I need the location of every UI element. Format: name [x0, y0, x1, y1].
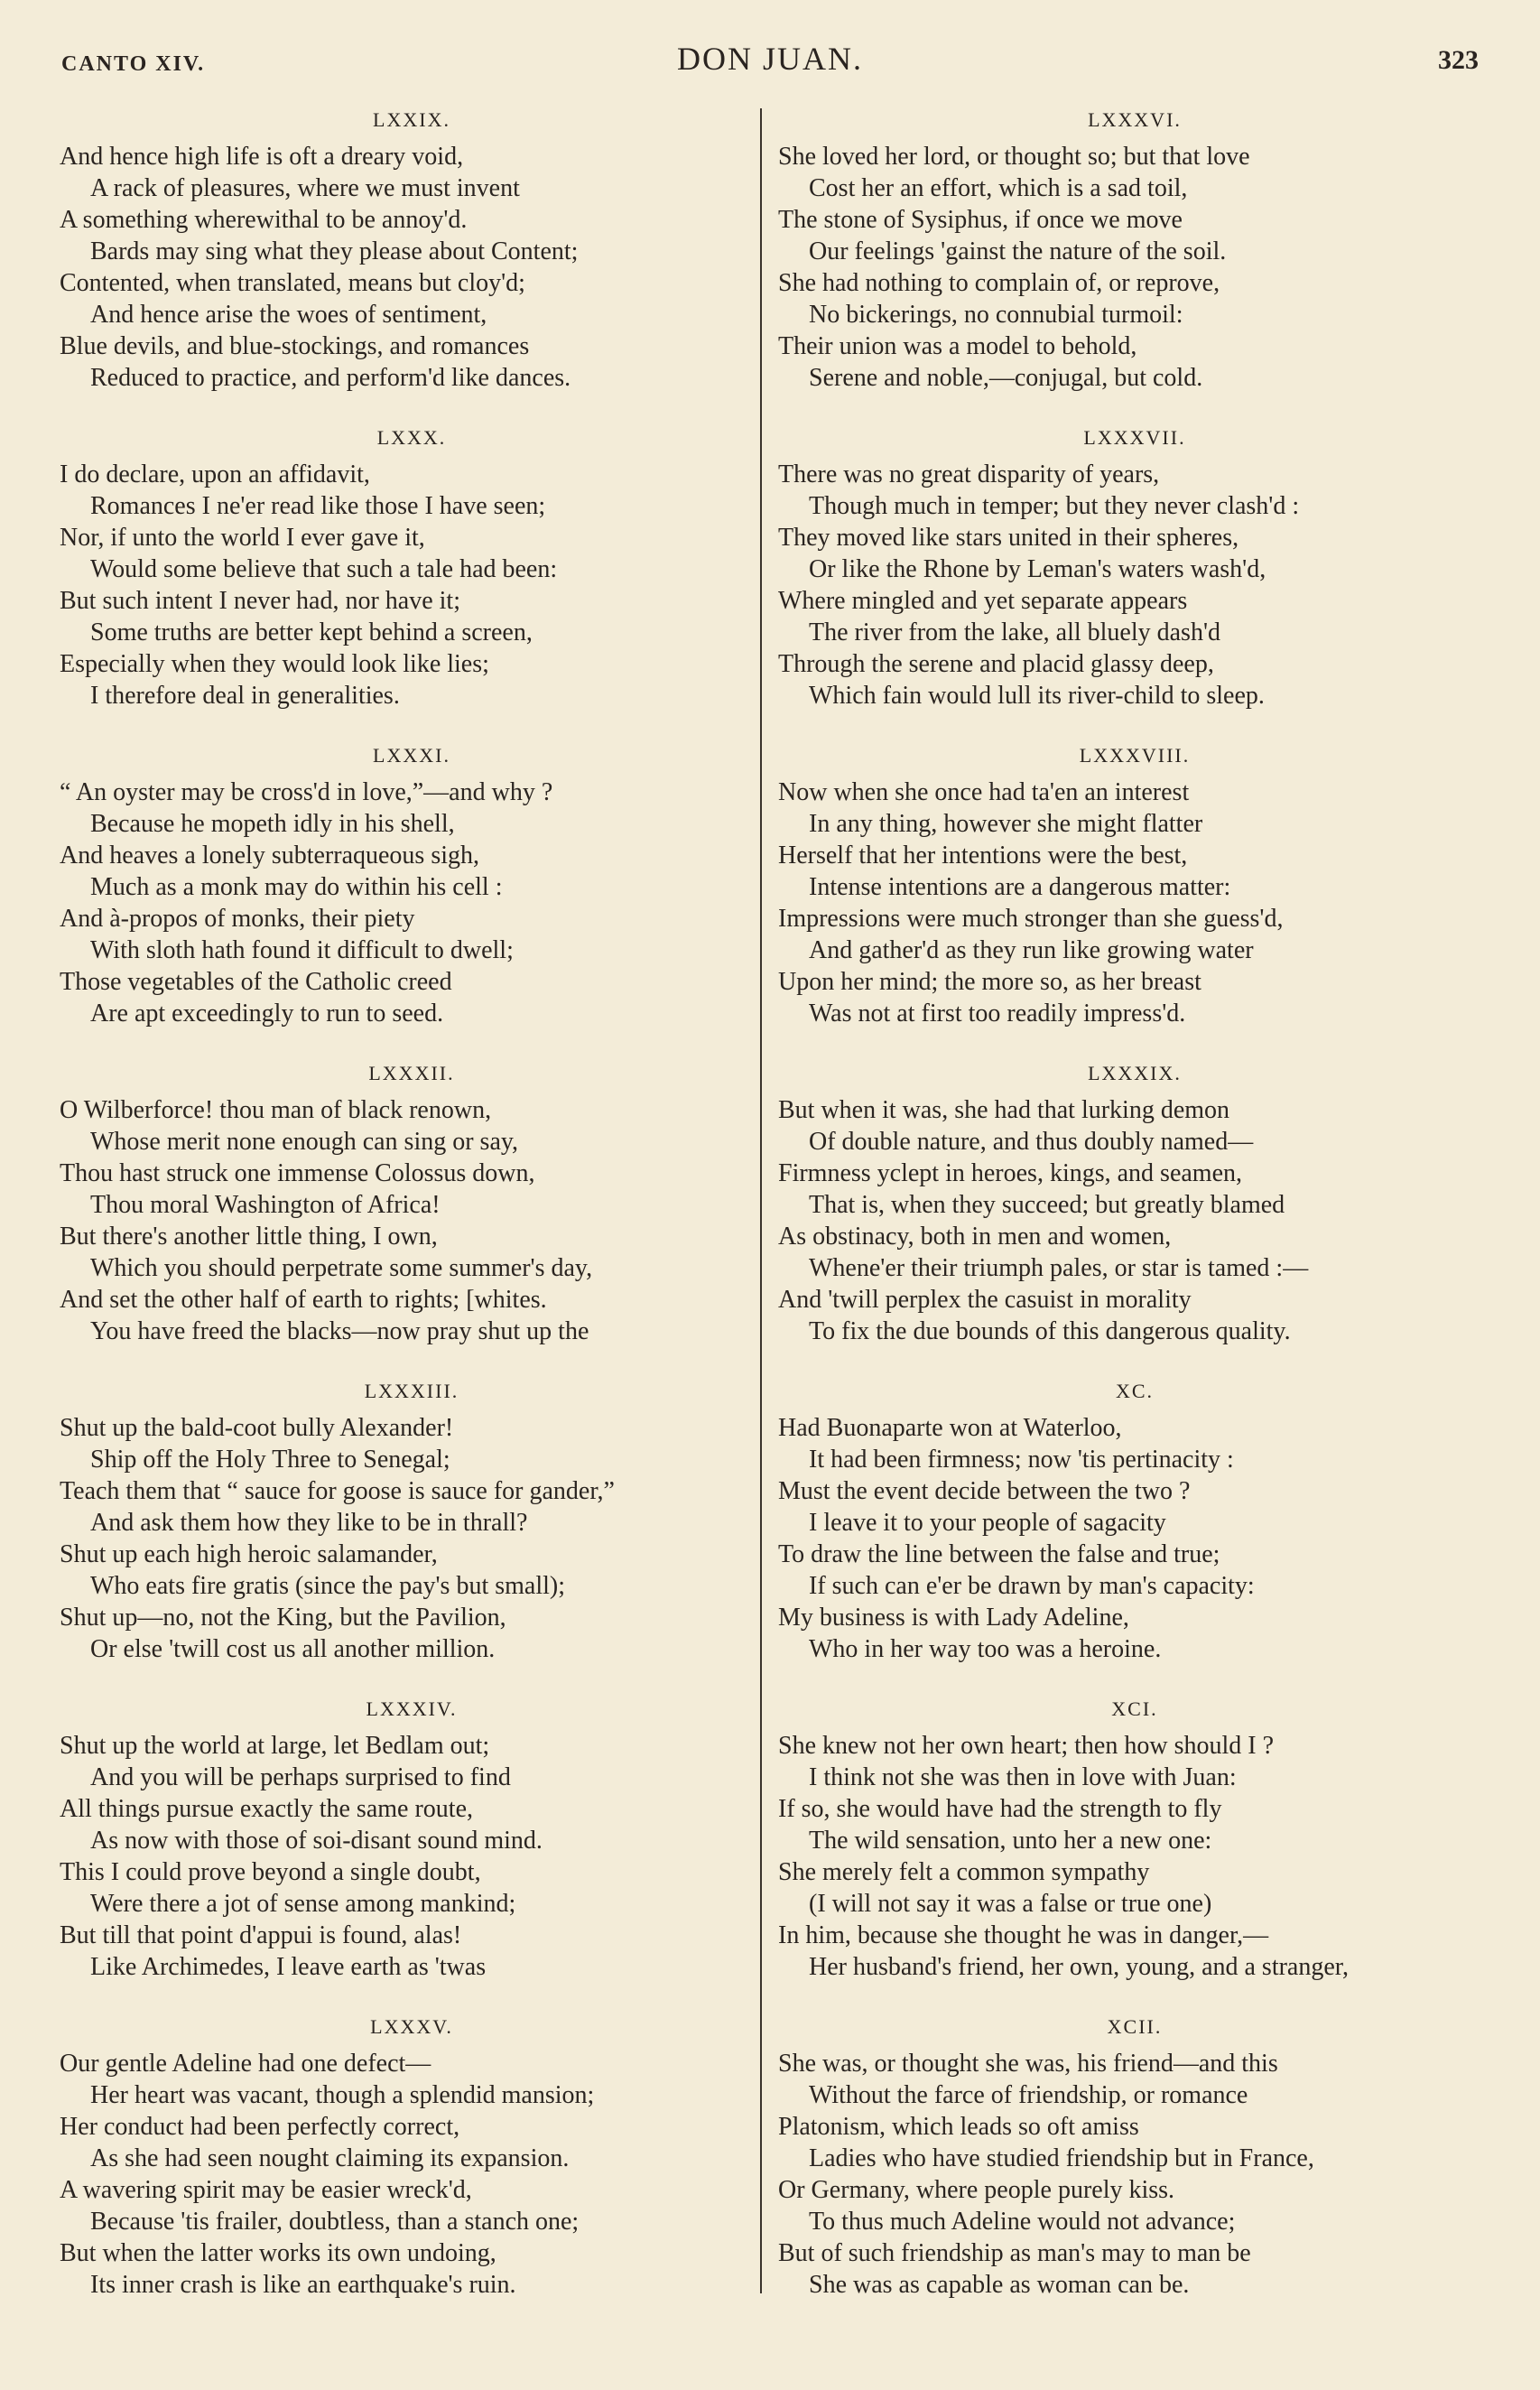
left-column	[60, 107, 764, 2331]
stanza	[60, 2013, 764, 2301]
verse-line: I do declare, upon an affidavit,	[60, 460, 370, 488]
verse-line: Because he mopeth idly in his shell,	[90, 810, 455, 838]
verse-line: She loved her lord, or thought so; but that love	[778, 143, 1250, 171]
verse-line: There was no great disparity of years,	[778, 460, 1160, 488]
verse-line: Her conduct had been perfectly correct,	[60, 2113, 460, 2141]
verse-line: The river from the lake, all bluely dash'd	[809, 618, 1220, 646]
verse-line: O Wilberforce! thou man of black renown,	[60, 1096, 492, 1124]
verse-line: Shut up each high heroic salamander,	[60, 1540, 438, 1568]
verse-line: Shut up the world at large, let Bedlam out;	[60, 1732, 490, 1760]
verse-line: Teach them that “ sauce for goose is sauce for gander,”	[60, 1477, 615, 1505]
verse-line: The stone of Sysiphus, if once we move	[778, 206, 1183, 234]
verse-line: Its inner crash is like an earthquake's ruin.	[90, 2271, 516, 2299]
verse-line: Nor, if unto the world I ever gave it,	[60, 524, 425, 552]
stanza	[778, 1378, 1491, 1665]
stanza	[60, 742, 764, 1029]
verse-line: Their union was a model to behold,	[778, 332, 1137, 360]
verse-line: Shut up—no, not the King, but the Pavilion,	[60, 1604, 506, 1632]
verse-line: Those vegetables of the Catholic creed	[60, 968, 452, 996]
stanza	[778, 742, 1491, 1029]
verse-line: Her heart was vacant, though a splendid mansion;	[90, 2081, 595, 2109]
stanza-number: LXXXII.	[368, 1062, 455, 1084]
verse-line: Platonism, which leads so oft amiss	[778, 2113, 1139, 2141]
column-divider	[760, 108, 762, 2293]
canto-label: CANTO XIV.	[61, 52, 206, 76]
verse-line: She knew not her own heart; then how should I ?	[778, 1732, 1274, 1760]
verse-line: Cost her an effort, which is a sad toil,	[809, 174, 1188, 202]
verse-line: Which fain would lull its river-child to sleep.	[809, 682, 1265, 710]
verse-line: Because 'tis frailer, doubtless, than a stanch one;	[90, 2208, 580, 2236]
stanza	[60, 1060, 764, 1347]
right-column	[778, 107, 1491, 2331]
stanza	[778, 107, 1491, 394]
stanza	[60, 1696, 764, 1983]
running-title: DON JUAN.	[677, 41, 863, 77]
stanza-number: LXXXVIII.	[1079, 744, 1191, 767]
verse-line: Much as a monk may do within his cell :	[90, 873, 503, 901]
verse-line: But when it was, she had that lurking demon	[778, 1096, 1230, 1124]
verse-line: Ship off the Holy Three to Senegal;	[90, 1446, 450, 1474]
verse-line: She had nothing to complain of, or reprove,	[778, 269, 1220, 297]
verse-line: But when the latter works its own undoing,	[60, 2239, 496, 2267]
stanza-number: XCI.	[1111, 1697, 1158, 1720]
verse-line: To thus much Adeline would not advance;	[809, 2208, 1236, 2236]
verse-line: Shut up the bald-coot bully Alexander!	[60, 1414, 454, 1442]
stanza	[778, 1696, 1491, 1983]
verse-line: Or like the Rhone by Leman's waters wash'd,	[809, 555, 1266, 583]
verse-line: Now when she once had ta'en an interest	[778, 778, 1190, 806]
verse-line: Was not at first too readily impress'd.	[809, 1000, 1186, 1028]
verse-line: And set the other half of earth to rights; [whites.	[60, 1286, 547, 1314]
verse-line: Or Germany, where people purely kiss.	[778, 2176, 1175, 2204]
verse-line: And ask them how they like to be in thrall?	[90, 1509, 528, 1537]
verse-line: And hence arise the woes of sentiment,	[90, 301, 487, 329]
stanza	[778, 1060, 1491, 1347]
verse-line: Herself that her intentions were the best,	[778, 842, 1188, 870]
stanza-number: LXXXVII.	[1083, 426, 1186, 449]
verse-line: Blue devils, and blue-stockings, and romances	[60, 332, 530, 360]
verse-line: Our feelings 'gainst the nature of the soil.	[809, 237, 1227, 265]
verse-line: And gather'd as they run like growing water	[809, 936, 1254, 964]
stanza-number: LXXXIV.	[366, 1697, 458, 1720]
verse-line: Through the serene and placid glassy deep,	[778, 650, 1214, 678]
verse-line: Impressions were much stronger than she guess'd,	[778, 905, 1284, 933]
verse-line: Our gentle Adeline had one defect—	[60, 2050, 431, 2078]
verse-line: As now with those of soi-disant sound mind.	[90, 1827, 543, 1855]
verse-line: Firmness yclept in heroes, kings, and seamen,	[778, 1159, 1243, 1187]
verse-line: Or else 'twill cost us all another million.	[90, 1635, 496, 1663]
verse-line: Contented, when translated, means but cloy'd;	[60, 269, 525, 297]
verse-line: But till that point d'appui is found, alas!	[60, 1921, 462, 1949]
verse-line: Though much in temper; but they never clash'd :	[809, 492, 1300, 520]
verse-line: The wild sensation, unto her a new one:	[809, 1827, 1212, 1855]
verse-line: If so, she would have had the strength to fly	[778, 1795, 1222, 1823]
stanza-number: XC.	[1115, 1380, 1155, 1402]
verse-line: Which you should perpetrate some summer's day,	[90, 1254, 593, 1282]
stanza	[60, 107, 764, 394]
stanza-number: LXXXVI.	[1088, 108, 1182, 131]
verse-line: Thou hast struck one immense Colossus down,	[60, 1159, 535, 1187]
stanza-number: LXXX.	[376, 426, 447, 449]
stanza-number: LXXXV.	[370, 2015, 453, 2038]
verse-line: (I will not say it was a false or true one)	[809, 1890, 1212, 1918]
verse-line: Would some believe that such a tale had been:	[90, 555, 558, 583]
verse-line: A rack of pleasures, where we must invent	[90, 174, 520, 202]
verse-line: You have freed the blacks—now pray shut up the	[90, 1317, 589, 1345]
verse-line: I think not she was then in love with Juan:	[809, 1763, 1237, 1791]
verse-line: A something wherewithal to be annoy'd.	[60, 206, 468, 234]
verse-line: As she had seen nought claiming its expansion.	[90, 2144, 570, 2172]
stanza	[60, 1378, 764, 1665]
stanza-number: LXXIX.	[373, 108, 450, 131]
verse-line: If such can e'er be drawn by man's capacity:	[809, 1572, 1255, 1600]
verse-line: It had been firmness; now 'tis pertinacity :	[809, 1446, 1234, 1474]
verse-line: This I could prove beyond a single doubt,	[60, 1858, 481, 1886]
verse-line: Her husband's friend, her own, young, and a stranger,	[809, 1953, 1349, 1981]
verse-line: But such intent I never had, nor have it;	[60, 587, 460, 615]
stanza	[778, 2013, 1491, 2301]
stanza-number: LXXXIII.	[364, 1380, 459, 1402]
verse-line: As obstinacy, both in men and women,	[778, 1223, 1172, 1251]
verse-line: But there's another little thing, I own,	[60, 1223, 438, 1251]
verse-line: She was as capable as woman can be.	[809, 2271, 1190, 2299]
verse-line: That is, when they succeed; but greatly blamed	[809, 1191, 1285, 1219]
verse-line: Romances I ne'er read like those I have seen;	[90, 492, 546, 520]
verse-line: Who in her way too was a heroine.	[809, 1635, 1162, 1663]
verse-line: Who eats fire gratis (since the pay's but small);	[90, 1572, 565, 1600]
verse-line: Intense intentions are a dangerous matter:	[809, 873, 1231, 901]
verse-line: “ An oyster may be cross'd in love,”—and why ?	[60, 778, 553, 806]
verse-line: Whene'er their triumph pales, or star is tamed :—	[809, 1254, 1309, 1282]
verse-line: I therefore deal in generalities.	[90, 682, 400, 710]
verse-line: Like Archimedes, I leave earth as 'twas	[90, 1953, 487, 1981]
verse-line: Ladies who have studied friendship but in France,	[809, 2144, 1314, 2172]
verse-line: All things pursue exactly the same route,	[60, 1795, 473, 1823]
verse-line: And you will be perhaps surprised to find	[90, 1763, 511, 1791]
verse-line: No bickerings, no connubial turmoil:	[809, 301, 1183, 329]
verse-line: My business is with Lady Adeline,	[778, 1604, 1129, 1632]
verse-line: And à-propos of monks, their piety	[60, 905, 415, 933]
verse-line: And heaves a lonely subterraqueous sigh,	[60, 842, 479, 870]
stanza-number: LXXXI.	[373, 744, 450, 767]
verse-line: Reduced to practice, and perform'd like dances.	[90, 364, 571, 392]
stanza	[778, 424, 1491, 711]
verse-line: In him, because she thought he was in danger,—	[778, 1921, 1269, 1949]
verse-line: Whose merit none enough can sing or say,	[90, 1128, 519, 1156]
verse-line: But of such friendship as man's may to man be	[778, 2239, 1251, 2267]
verse-line: Of double nature, and thus doubly named—	[809, 1128, 1254, 1156]
verse-line: Thou moral Washington of Africa!	[90, 1191, 441, 1219]
stanza-number: LXXXIX.	[1088, 1062, 1182, 1084]
verse-line: Without the farce of friendship, or romance	[809, 2081, 1248, 2109]
verse-line: Are apt exceedingly to run to seed.	[90, 1000, 444, 1028]
verse-line: Were there a jot of sense among mankind;	[90, 1890, 516, 1918]
verse-line: Bards may sing what they please about Content;	[90, 237, 579, 265]
verse-line: Especially when they would look like lies;	[60, 650, 489, 678]
verse-line: She was, or thought she was, his friend—and this	[778, 2050, 1278, 2078]
verse-line: To fix the due bounds of this dangerous quality.	[809, 1317, 1291, 1345]
verse-line: She merely felt a common sympathy	[778, 1858, 1150, 1886]
verse-line: To draw the line between the false and true;	[778, 1540, 1220, 1568]
verse-line: In any thing, however she might flatter	[809, 810, 1203, 838]
verse-line: And 'twill perplex the casuist in morality	[778, 1286, 1192, 1314]
stanza	[60, 424, 764, 711]
verse-line: A wavering spirit may be easier wreck'd,	[60, 2176, 472, 2204]
verse-line: With sloth hath found it difficult to dwell;	[90, 936, 514, 964]
verse-line: They moved like stars united in their spheres,	[778, 524, 1239, 552]
verse-line: Some truths are better kept behind a screen,	[90, 618, 533, 646]
verse-line: Must the event decide between the two ?	[778, 1477, 1191, 1505]
page-number: 323	[1438, 45, 1479, 75]
verse-line: Upon her mind; the more so, as her breast	[778, 968, 1201, 996]
verse-line: Where mingled and yet separate appears	[778, 587, 1188, 615]
verse-line: Had Buonaparte won at Waterloo,	[778, 1414, 1122, 1442]
verse-line: And hence high life is oft a dreary void,	[60, 143, 464, 171]
verse-line: I leave it to your people of sagacity	[809, 1509, 1166, 1537]
verse-line: Serene and noble,—conjugal, but cold.	[809, 364, 1203, 392]
stanza-number: XCII.	[1107, 2015, 1163, 2038]
page-header	[0, 0, 1540, 99]
